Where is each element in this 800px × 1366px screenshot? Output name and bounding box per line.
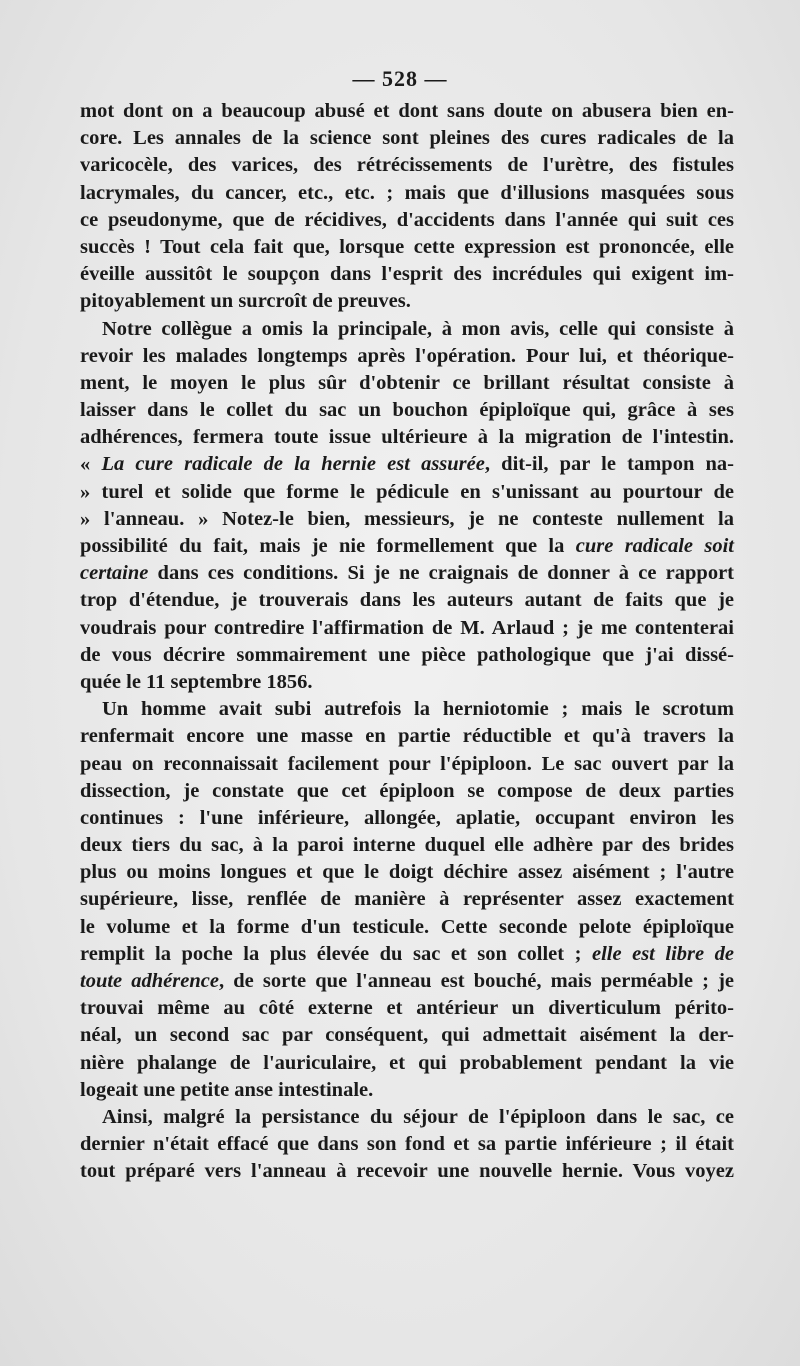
paragraph-1 [80,98,734,316]
text-line: le volume et la forme d'un testicule. Cette seconde pelote épiploïque [80,915,734,938]
text-line: plus ou moins longues et que le doigt déchire assez aisément ; l'autre [80,861,734,884]
text-line: de vous décrire sommairement une pièce pathologique que j'ai dissé- [80,643,734,666]
text-line: deux tiers du sac, à la paroi interne duquel elle adhère par des brides [80,834,734,857]
text-line: Un homme avait subi autrefois la herniotomie ; mais le scrotum [102,698,734,721]
text-line [80,560,734,587]
line-rest: , de sorte que l'anneau est bouché, mais perméable ; je [218,970,734,992]
text-line: adhérences, fermera toute issue ultérieure à la migration de l'intestin. [80,426,734,449]
text-line: néal, un second sac par conséquent, qui admettait aisément la der- [80,1024,734,1047]
paragraph-2 [80,316,734,697]
text-line: Notre collègue a omis la principale, à mon avis, celle qui consiste à [102,317,734,340]
quote-line [80,451,734,478]
text-line: mot dont on a beaucoup abusé et dont sans doute on abusera bien en- [80,100,734,122]
quote-line: » turel et solide que forme le pédicule en s'unissant au pourtour de [80,480,734,503]
text-line: dernier n'était effacé que dans son fond et sa partie inférieure ; il était [80,1133,734,1156]
text-line: laisser dans le collet du sac un bouchon épiploïque qui, grâce à ses [80,399,734,422]
text-line: Ainsi, malgré la persistance du séjour de l'épiploon dans le sac, ce [102,1105,734,1128]
text-line: voudrais pour contredire l'affirmation de M. Arlaud ; je me contenterai [80,616,734,639]
text-line: supérieure, lisse, renflée de manière à représenter assez exactement [80,888,734,911]
italic-phrase: cure radicale soit [575,535,734,557]
paragraph-4 [80,1104,734,1186]
italic-phrase: La cure radicale de la hernie est assurée [101,453,485,476]
text-line: ment, le moyen le plus sûr d'obtenir ce brillant résultat consiste à [80,371,734,394]
text-line: logeait une petite anse intestinale. [80,1078,374,1101]
body-text [80,98,734,1186]
text-line: revoir les malades longtemps après l'opération. Pour lui, et théorique- [80,344,734,367]
text-line: renfermait encore une masse en partie réductible et qu'à travers la [80,725,734,748]
quote-line: » l'anneau. » Notez-le bien, messieurs, je ne conteste nullement la [80,507,734,530]
text-line: quée le 11 septembre 1856. [80,670,313,693]
text-line: continues : l'une inférieure, allongée, aplatie, occupant environ les [80,806,734,829]
text-line: trouvai même au côté externe et antérieur un diverticulum périto- [80,997,734,1020]
quote-rest: , dit-il, par le tampon na- [484,453,735,476]
paragraph-3 [80,696,734,1104]
text-line: trop d'étendue, je trouverais dans les auteurs autant de faits que je [80,589,734,612]
text-line: core. Les annales de la science sont pleines des cures radicales de la [80,127,734,150]
line-start: remplit la poche la plus élevée du sac et son collet ; [80,942,592,965]
line-rest: dans ces conditions. Si je ne craignais de donner à ce rapport [148,562,734,585]
text-line: varicocèle, des varices, des rétrécissements de l'urètre, des fistules [80,154,734,177]
text-line: dissection, je constate que cet épiploon se compose de deux parties [80,779,734,802]
text-line [80,533,734,560]
text-line: tout préparé vers l'anneau à recevoir une nouvelle hernie. Vous voyez [80,1160,734,1183]
quote-open: « [80,453,102,476]
text-line: éveille aussitôt le soupçon dans l'esprit des incrédules qui exigent im- [80,263,734,286]
text-line: lacrymales, du cancer, etc., etc. ; mais que d'illusions masquées sous [80,181,734,204]
line-start: possibilité du fait, mais je nie formellement que la [80,535,576,557]
page-number: — 528 — [352,66,448,91]
text-line: nière phalange de l'auriculaire, et qui probablement pendant la vie [80,1051,734,1074]
text-line [80,941,734,968]
text-line: peau on reconnaissait facilement pour l'épiploon. Le sac ouvert par la [80,752,734,775]
text-line: pitoyablement un surcroît de preuves. [80,290,411,313]
text-line: ce pseudonyme, que de récidives, d'accidents dans l'année qui suit ces [80,208,734,231]
italic-phrase: certaine [80,562,149,585]
text-line: succès ! Tout cela fait que, lorsque cette expression est prononcée, elle [80,235,734,258]
italic-phrase: elle est libre de [591,942,734,965]
text-line [80,968,734,995]
italic-phrase: toute adhérence [80,970,219,992]
